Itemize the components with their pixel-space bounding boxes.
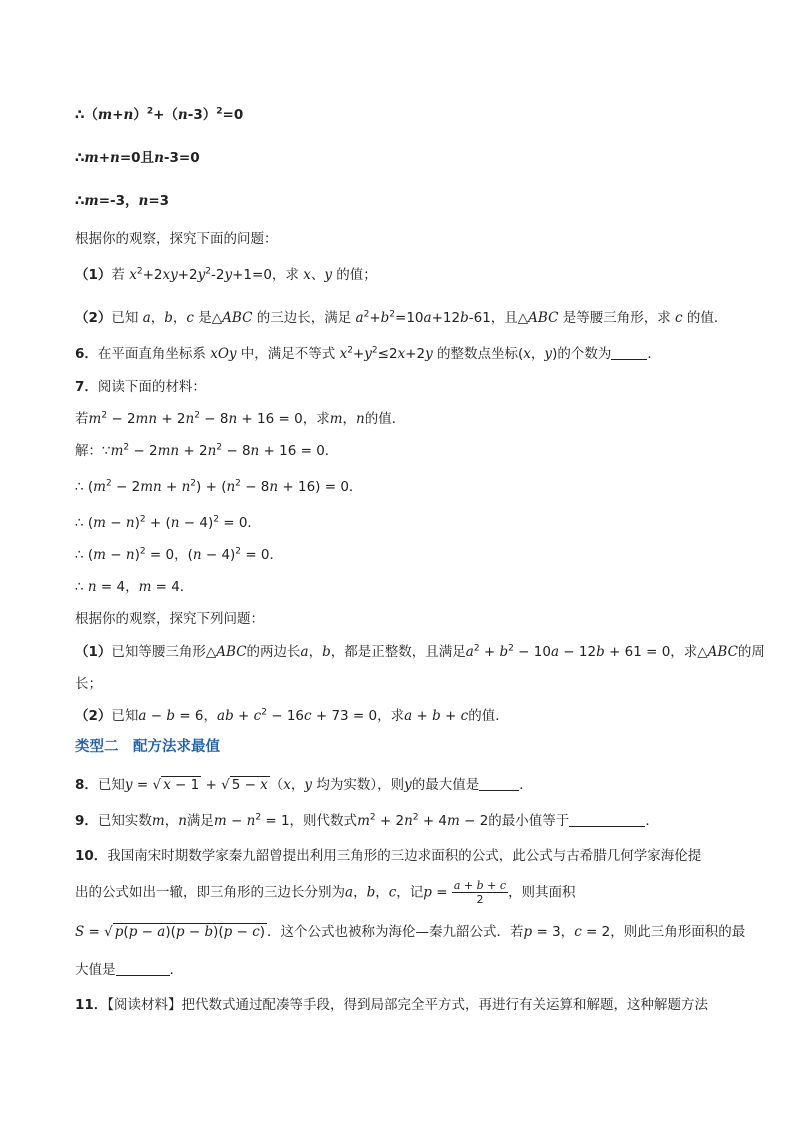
problem-10-line-2: 出的公式如出一辙，即三角形的三边长分别为a，b，c，记p = $\frac{a + b + c}{2}$ ，则其面积	[75, 879, 576, 906]
problem-7-part-1: （1）已知等腰三角形△ABC的两边长a，b，都是正整数，且满足$a^2 + b^2 - 10a - 12b + 61 = 0$，求△ABC的周	[75, 643, 765, 660]
problem-9: 9．已知实数m，n满足$m - n^2 = 1$，则代数式$m^2 + 2n^2 + 4m - 2$的最小值等于 ．	[75, 812, 659, 829]
solution-step-3: ∴ $(m - n)^2 + (n - 4)^2 = 0$．	[75, 514, 261, 531]
solution-step-1: 解：$\because m^2 - 2mn + 2n^2 - 8n + 16 = 0$．	[75, 442, 339, 459]
section-heading: 类型二 配方法求最值	[75, 739, 220, 755]
problem-10-line-4: 大值是 ．	[75, 962, 183, 978]
line-4: 根据你的观察，探究下面的问题：	[75, 231, 278, 247]
problem-10-line-3: S = √ p(p − a)(p − b)(p − c) ．这个公式也被称为海伦—秦九韶公式．若p = 3，c = 2，则此三角形面积的最	[75, 924, 746, 940]
problem-7-part-2: （2）已知a − b = 6，ab + $c^2 - 16c + 73 = 0$，求a + b + c的值．	[75, 707, 509, 724]
problem-10-line-1: 10．我国南宋时期数学家秦九韶曾提出利用三角形的三边求面积的公式，此公式与古希腊几何学家海伦提	[75, 848, 702, 864]
line-15: 根据你的观察，探究下列问题：	[75, 611, 264, 627]
problem-6: 6．在平面直角坐标系 xOy 中，满足不等式 $x^2+y^2\le 2x+2y$ 的整数点坐标(x，y)的个数为 ．	[75, 345, 661, 362]
problem-8: 8．已知y = √ x − 1 + √ 5 − x （x，y 均为实数），则y的最大值是 ．	[75, 777, 533, 793]
problem-5-part-2: （2）已知 a，b，c 是△ABC 的三边长，满足 $a^2+b^2=10a+12b-61$，且△ABC 是等腰三角形，求 c 的值．	[75, 309, 728, 326]
solution-step-4: ∴ $(m - n)^2 = 0$，$(n - 4)^2 = 0$．	[75, 546, 284, 563]
solution-step-5: ∴ n = 4，m = 4．	[75, 579, 194, 595]
line-2: ∴m+n=0且n-3=0	[75, 150, 200, 166]
problem-7-given: 若$m^2 - 2mn + 2n^2 - 8n + 16 = 0$，求m，n的值．	[75, 410, 406, 427]
line-17: 长；	[75, 676, 102, 692]
problem-11: 11．【阅读材料】把代数式通过配凑等手段，得到局部完全平方式，再进行有关运算和解题，这种解题方法	[75, 997, 709, 1013]
line-1: $\therefore(m+n)^2+(n-3)^2=0$	[75, 106, 244, 123]
problem-5-part-1: （1）若 $x^2+2xy+2y^2-2y+1=0$，求 x、y 的值；	[75, 266, 377, 283]
problem-7-title: 7．阅读下面的材料：	[75, 379, 206, 395]
line-3: ∴m=-3，n=3	[75, 193, 170, 209]
solution-step-2: ∴ $(m^2 - 2mn + n^2) + (n^2 - 8n + 16) = 0$．	[75, 478, 363, 495]
